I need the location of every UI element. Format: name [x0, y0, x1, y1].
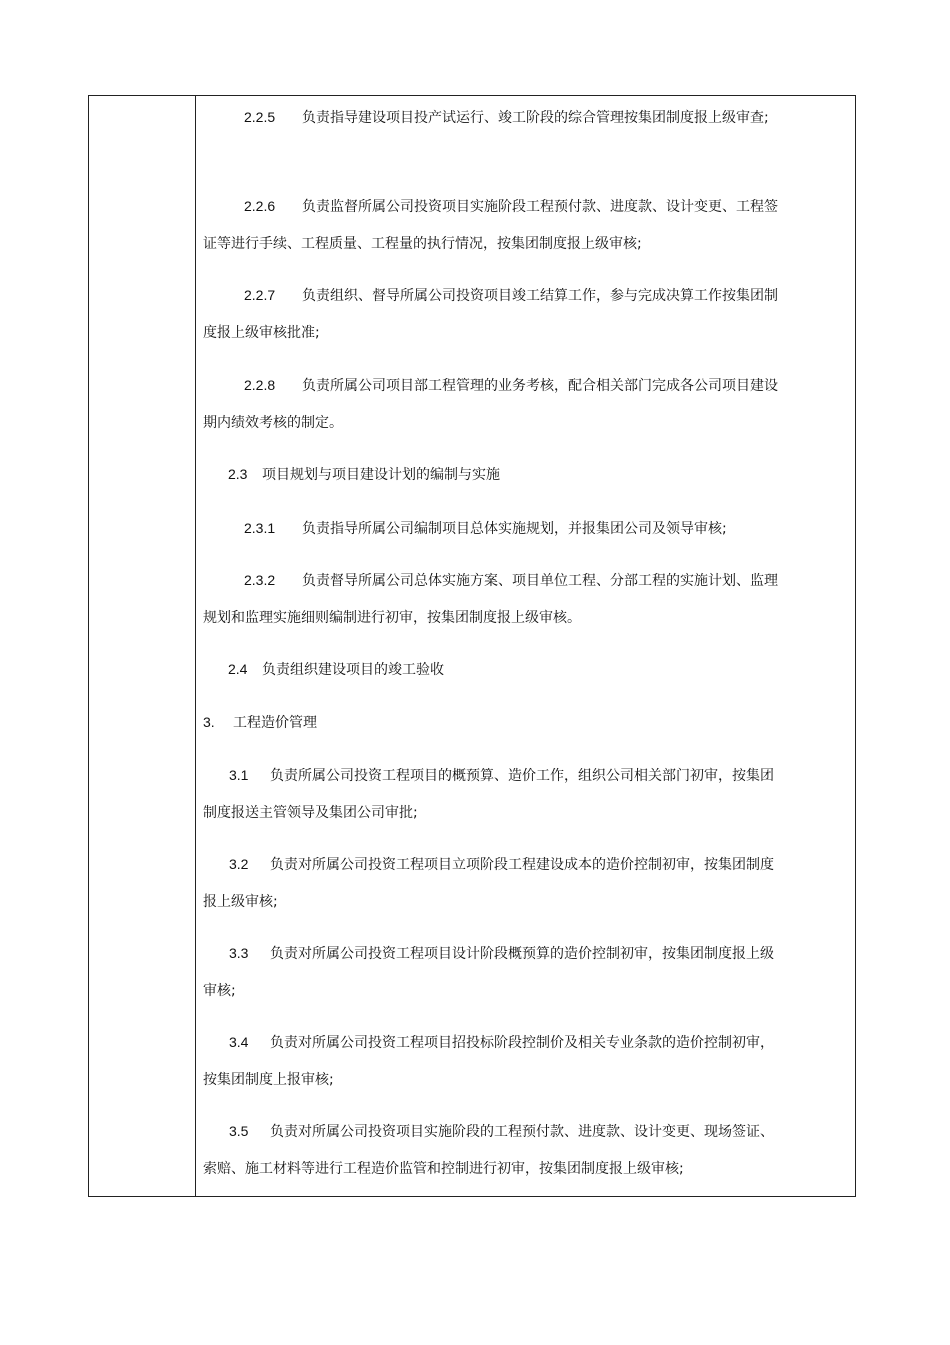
paragraph-number: 2.3.2: [244, 572, 276, 588]
paragraph-2-3-2: [203, 562, 783, 637]
paragraph-text: 负责组织、督导所属公司投资项目竣工结算工作，参与完成决算工作按集团制度报上级审核批准;: [203, 288, 778, 341]
paragraph-text: 负责对所属公司投资工程项目招投标阶段控制价及相关专业条款的造价控制初审，按集团制度上报审核;: [203, 1035, 774, 1088]
section-number: 2.4: [228, 661, 248, 677]
paragraph-text: 负责对所属公司投资项目实施阶段的工程预付款、进度款、设计变更、现场签证、索赔、施工材料等进行工程造价监管和控制进行初审，按集团制度报上级审核;: [203, 1124, 774, 1177]
paragraph-3-4: [203, 1024, 783, 1099]
document-table: [88, 95, 856, 1197]
paragraph-3-3: [203, 935, 783, 1010]
section-title: 负责组织建设项目的竣工验收: [262, 662, 444, 678]
section-number: 2.3: [228, 466, 248, 482]
paragraph-text: 负责对所属公司投资工程项目设计阶段概预算的造价控制初审，按集团制度报上级审核;: [203, 946, 774, 999]
paragraph-2-2-5: [203, 99, 783, 137]
paragraph-number: 2.2.8: [244, 377, 276, 393]
paragraph-2-2-7: [203, 277, 783, 352]
paragraph-number: 3.4: [229, 1034, 249, 1050]
paragraph-number: 2.2.5: [244, 109, 276, 125]
paragraph-number: 2.2.6: [244, 198, 276, 214]
section-heading-2-3: [203, 456, 783, 494]
paragraph-3-1: [203, 757, 783, 832]
paragraph-3-5: [203, 1113, 783, 1188]
paragraph-text: 负责所属公司项目部工程管理的业务考核，配合相关部门完成各公司项目建设期内绩效考核的制定。: [203, 378, 778, 431]
paragraph-number: 3.2: [229, 856, 249, 872]
paragraph-2-3-1: [203, 510, 783, 548]
paragraph-text: 负责指导建设项目投产试运行、竣工阶段的综合管理按集团制度报上级审查;: [302, 110, 769, 126]
paragraph-number: 2.3.1: [244, 520, 276, 536]
paragraph-text: 负责指导所属公司编制项目总体实施规划，并报集团公司及领导审核;: [302, 521, 727, 537]
paragraph-text: 负责督导所属公司总体实施方案、项目单位工程、分部工程的实施计划、监理规划和监理实施细则编制进行初审，按集团制度报上级审核。: [203, 573, 778, 626]
column-divider: [195, 96, 196, 1196]
section-heading-3: [203, 704, 783, 742]
paragraph-text: 负责对所属公司投资工程项目立项阶段工程建设成本的造价控制初审，按集团制度报上级审核;: [203, 857, 774, 910]
paragraph-number: 3.3: [229, 945, 249, 961]
paragraph-text: 负责所属公司投资工程项目的概预算、造价工作，组织公司相关部门初审，按集团制度报送主管领导及集团公司审批;: [203, 768, 774, 821]
paragraph-2-2-8: [203, 367, 783, 442]
paragraph-text: 负责监督所属公司投资项目实施阶段工程预付款、进度款、设计变更、工程签证等进行手续、工程质量、工程量的执行情况，按集团制度报上级审核;: [203, 199, 778, 252]
section-title: 项目规划与项目建设计划的编制与实施: [262, 467, 500, 483]
section-title: 工程造价管理: [233, 715, 317, 731]
section-heading-2-4: [203, 651, 783, 689]
paragraph-number: 2.2.7: [244, 287, 276, 303]
paragraph-number: 3.5: [229, 1123, 249, 1139]
paragraph-number: 3.1: [229, 767, 249, 783]
paragraph-2-2-6: [203, 188, 783, 263]
section-number: 3.: [203, 714, 215, 730]
paragraph-3-2: [203, 846, 783, 921]
